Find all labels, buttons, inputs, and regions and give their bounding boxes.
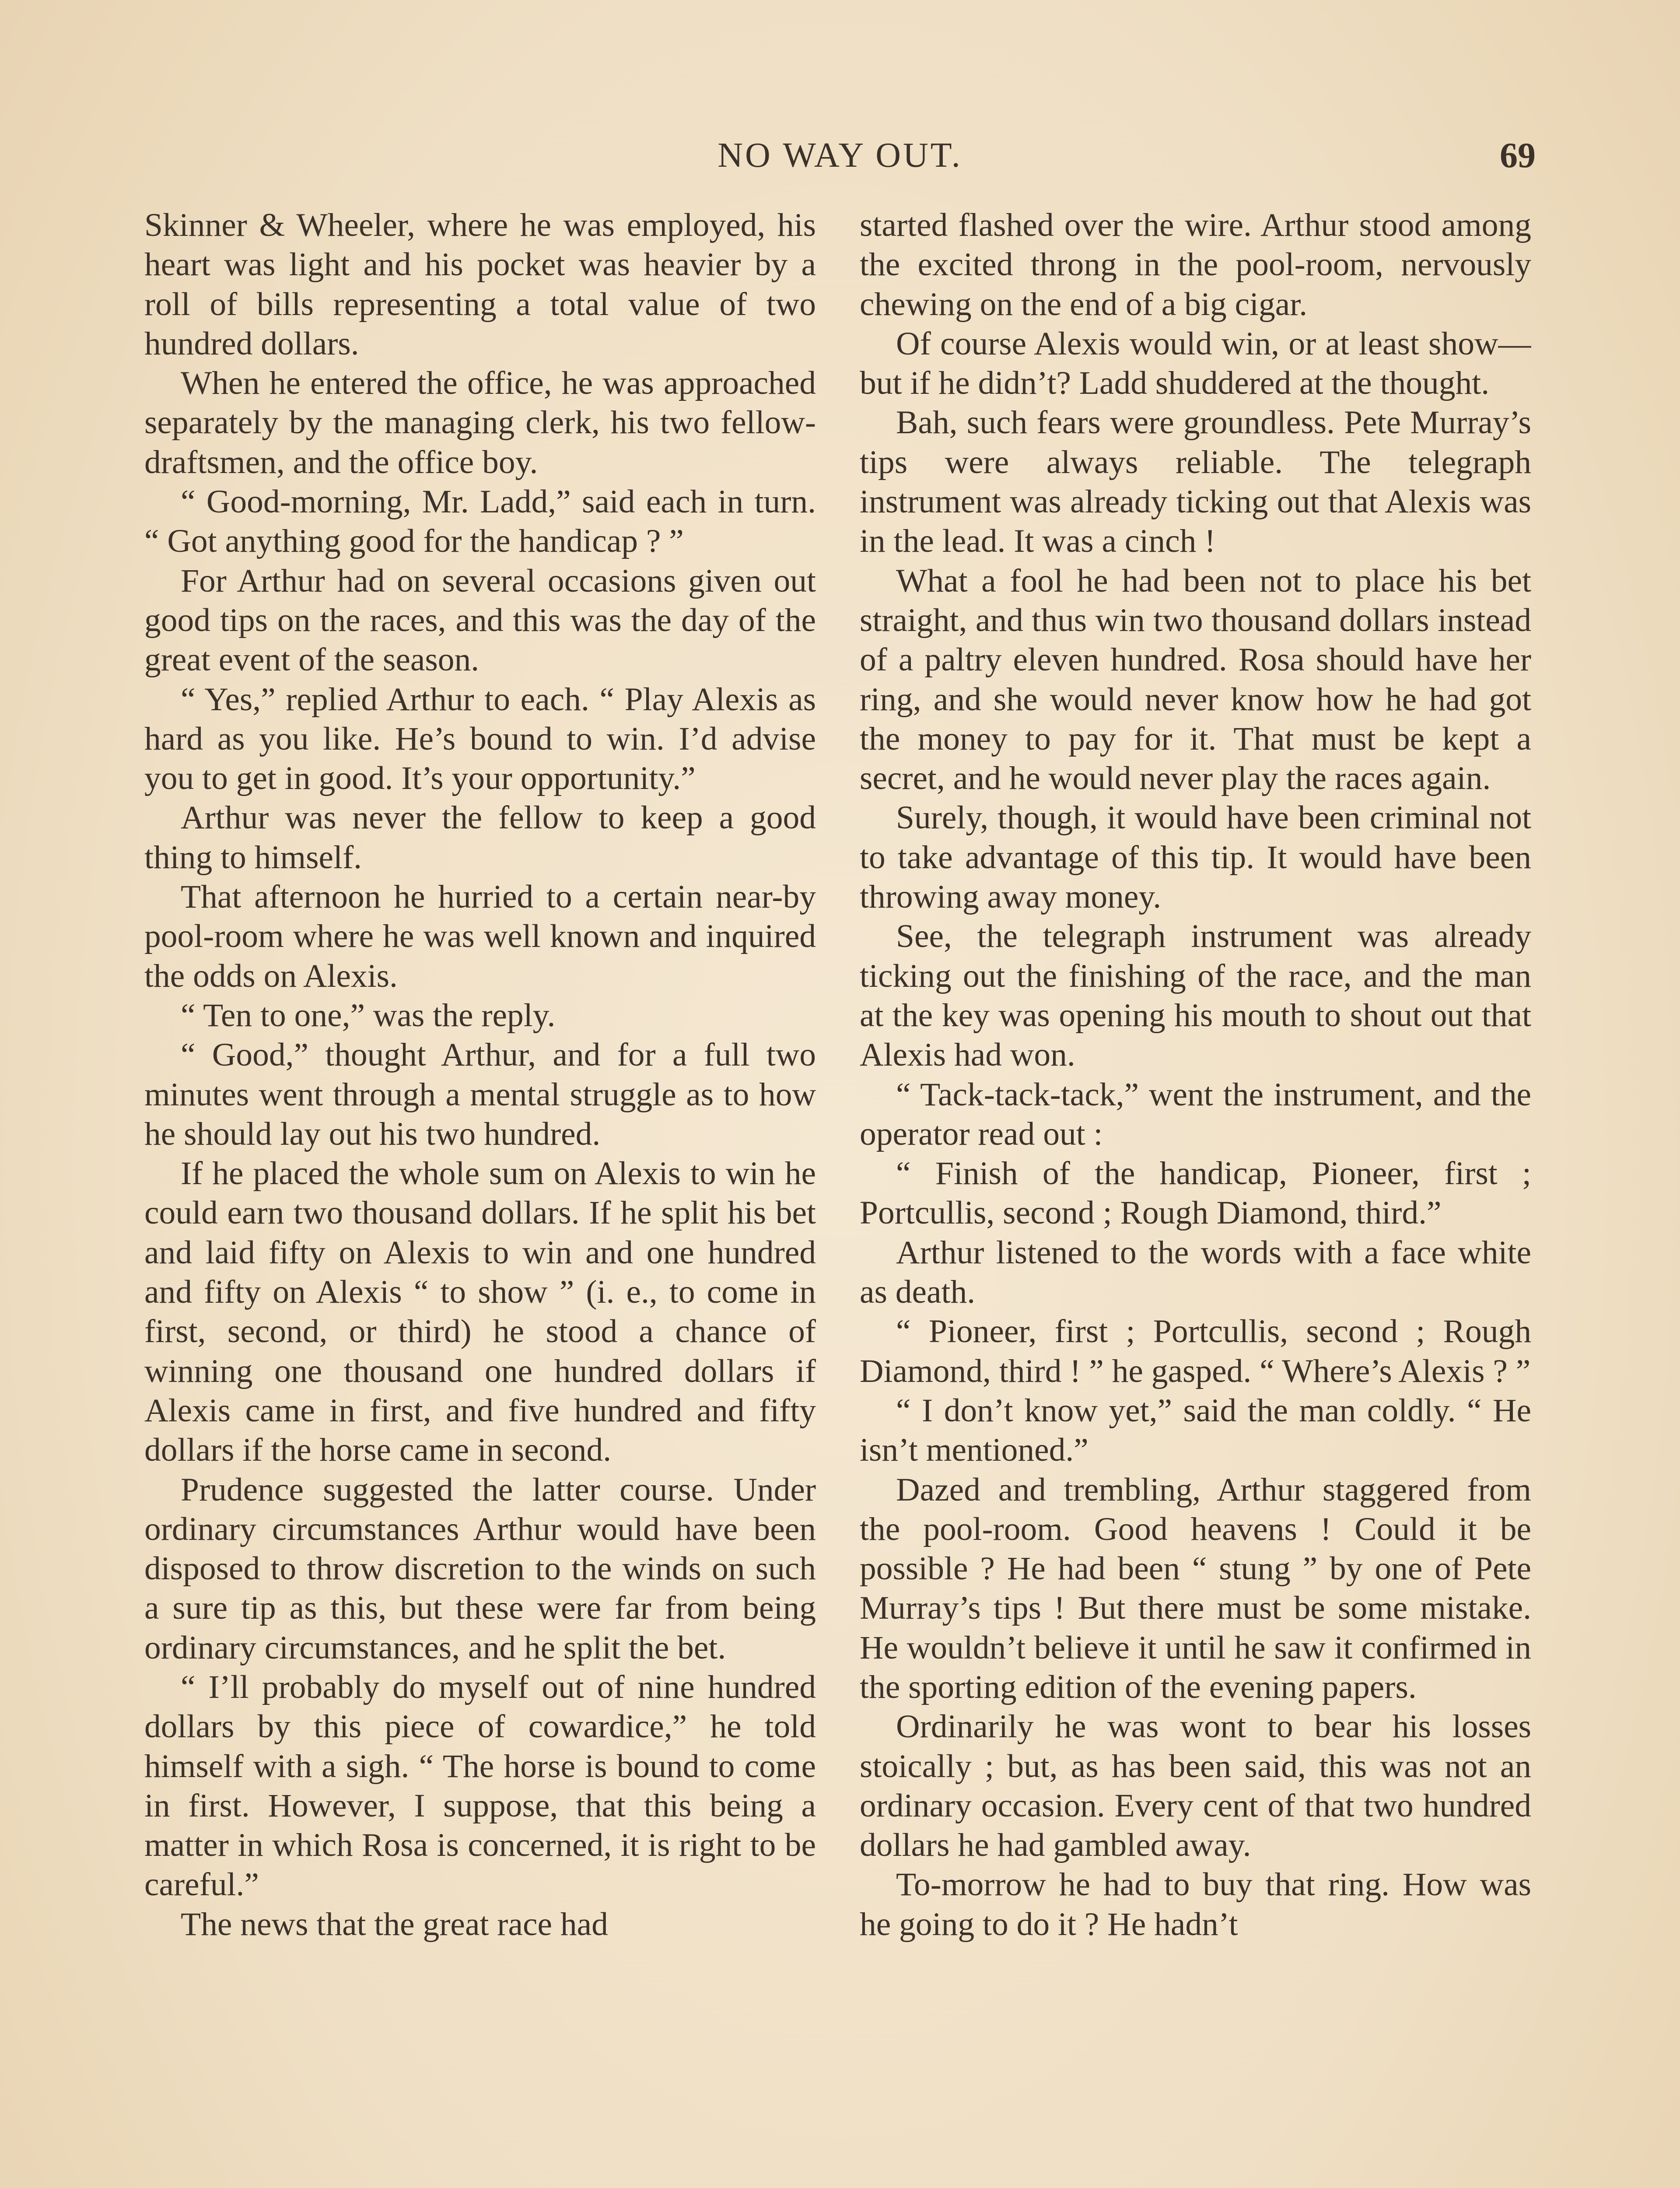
paragraph: Dazed and trembling, Arthur staggered from the pool-room. Good heavens ! Could it be possible ? He had been “ stung ” by one of Pete Murray’s tips ! But there must be some mistake. He wouldn’t believe it until he saw it confirmed in the sporting edition of the evening papers. <box>860 1471 1531 1705</box>
paragraph: “ I don’t know yet,” said the man coldly. “ He isn’t mentioned.” <box>860 1392 1531 1469</box>
text-column-right <box>860 206 1531 2188</box>
paragraph: “ Pioneer, first ; Portcullis, second ; Rough Diamond, third ! ” he gasped. “ Where’s Alexis ? ” <box>860 1313 1531 1389</box>
page-header <box>144 131 1536 179</box>
paragraph: Ordinarily he was wont to bear his losses stoically ; but, as has been said, this was not an ordinary occasion. Every cent of that two hundred dollars he had gambled away. <box>860 1708 1531 1864</box>
paragraph: Arthur listened to the words with a face white as death. <box>860 1234 1531 1311</box>
paragraph: The news that the great race had <box>181 1906 608 1943</box>
paragraph: Surely, though, it would have been criminal not to take advantage of this tip. It would have been throwing away money. <box>860 799 1531 915</box>
paragraph: “ Good,” thought Arthur, and for a full two minutes went through a mental struggle as to how he should lay out his two hundred. <box>144 1037 816 1152</box>
paragraph: Bah, such fears were groundless. Pete Murray’s tips were always reliable. The telegraph instrument was already ticking out that Alexis was in the lead. It was a cinch ! <box>860 404 1531 560</box>
paragraph: “ I’ll probably do myself out of nine hundred dollars by this piece of cowardice,” he told himself with a sigh. “ The horse is bound to come in first. However, I suppose, that this being a matter in which Rosa is concerned, it is right to be careful.” <box>144 1669 816 1903</box>
paragraph: “ Finish of the handicap, Pioneer, first ; Portcullis, second ; Rough Diamond, third.” <box>860 1155 1531 1231</box>
paragraph: “ Yes,” replied Arthur to each. “ Play Alexis as hard as you like. He’s bound to win. I’d advise you to get in good. It’s your opportunity.” <box>144 681 816 797</box>
paragraph: If he placed the whole sum on Alexis to win he could earn two thousand dollars. If he split his bet and laid fifty on Alexis to win and one hundred and fifty on Alexis “ to show ” (i. e., to come in first, second, or third) he stood a chance of winning one thousand one hundred dollars if Alexis came in first, and five hundred and fifty dollars if the horse came in second. <box>144 1155 816 1469</box>
paragraph: To-morrow he had to buy that ring. How was he going to do it ? He hadn’t <box>860 1866 1531 1943</box>
paragraph: When he entered the office, he was approached separately by the managing clerk, his two fellow-draftsmen, and the office boy. <box>144 365 816 480</box>
paragraph: For Arthur had on several occasions given out good tips on the races, and this was the day of the great event of the season. <box>144 562 816 678</box>
paragraph: Skinner & Wheeler, where he was employed, his heart was light and his pocket was heavier by a roll of bills representing a total value of two hundred dollars. <box>144 207 816 362</box>
paragraph: Prudence suggested the latter course. Under ordinary circumstances Arthur would have been disposed to throw discretion to the winds on such a sure tip as this, but these were far from being ordinary circumstances, and he split the bet. <box>144 1471 816 1666</box>
paragraph: “ Ten to one,” was the reply. <box>181 997 556 1034</box>
paragraph: That afternoon he hurried to a certain near-by pool-room where he was well known and inquired the odds on Alexis. <box>144 879 816 994</box>
paragraph: See, the telegraph instrument was already ticking out the finishing of the race, and the man at the key was opening his mouth to shout out that Alexis had won. <box>860 918 1531 1073</box>
running-title: NO WAY OUT. <box>718 136 962 175</box>
paragraph: “ Good-morning, Mr. Ladd,” said each in turn. “ Got anything good for the handicap ? ” <box>144 484 816 560</box>
text-column-left <box>144 206 816 2188</box>
paragraph: Of course Alexis would win, or at least show—but if he didn’t? Ladd shuddered at the thought. <box>860 325 1531 402</box>
paragraph: Arthur was never the fellow to keep a good thing to himself. <box>144 799 816 876</box>
paragraph: “ Tack-tack-tack,” went the instrument, and the operator read out : <box>860 1076 1531 1152</box>
paragraph: What a fool he had been not to place his bet straight, and thus win two thousand dollars instead of a paltry eleven hundred. Rosa should have her ring, and she would never know how he had got the money to pay for it. That must be kept a secret, and he would never play the races again. <box>860 562 1531 797</box>
paragraph: started flashed over the wire. Arthur stood among the excited throng in the pool-room, nervously chewing on the end of a big cigar. <box>860 207 1531 323</box>
page-number: 69 <box>1500 135 1536 175</box>
